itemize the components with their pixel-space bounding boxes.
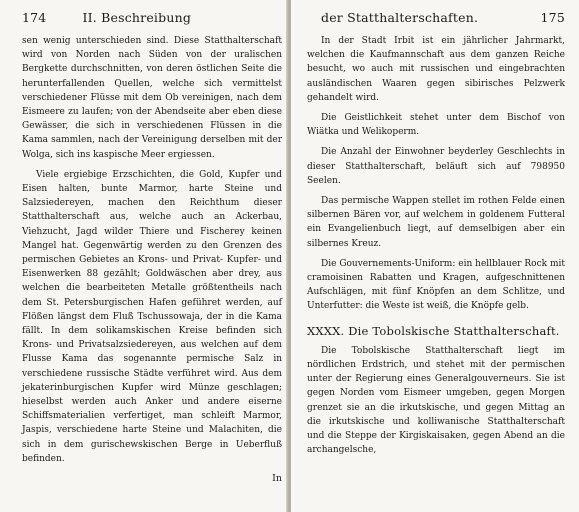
right-running-head [307, 10, 565, 28]
paragraph: Das permische Wappen stellet im rothen Felde einen silbernen Bären vor, auf welchem in goldenem Futteral ein Evangelienbuch liegt, auf demselbigen aber ein silbernes Kreuz. [307, 196, 565, 249]
catchword: In [272, 473, 282, 485]
running-head-title-left: II. Beschreibung [82, 10, 192, 25]
paragraph: Viele ergiebige Erzschichten, die Gold, Kupfer und Eisen halten, bunte Marmor, harte Steine und Salzsiedereyen, machen den Reichthum dieser Statthalterschaft aus, welche auch an Ackerbau, Viehzucht, Jagd wilder Thiere und Fischerey keinen Mangel hat. Gegenwärtig werden zu den Grenzen des permischen Gebietes an Krons- und Privat- Kupfer- und Eisenwerken 88 gezählt; Goldwäschen aber drey, aus welchen die bearbeiteten Metalle größtentheils nach dem St. Petersburgischen Hafen geführet werden, auf Flößen längst dem Fluß Tschussowaja, der in die Kama fällt. In dem solikamskischen Kreise befinden sich Krons- und Privatsalzsiedereyen, aus welchen auf dem Flusse Kama das sogenannte permische Salz in verschiedene russische Städte verführet wird. Aus dem jekaterinburgischen Kupfer wird Münze geschlagen; hieselbst werden auch Anker und andere eiserne Schiffsmaterialien verfertiget, man schleift Marmor, Jaspis, verschiedene harte Steine und Malachiten, die sich in dem gurischewskischen Berge in Ueberfluß befinden. [22, 169, 282, 464]
left-running-head [22, 10, 282, 28]
section-heading: XXXX. Die Tobolskische Statthalterschaft. [307, 323, 560, 338]
page-number-left: 174 [22, 10, 47, 25]
paragraph: Die Tobolskische Statthalterschaft liegt im nördlichen Erdstrich, und stehet mit der permischen unter der Regierung eines Generalgouverneurs. Sie ist gegen Norden vom Eismeer umgeben, gegen Morgen grenzet sie an die irkutskische, und gegen Mittag an die irkutskische und kolliwanische Statthalterschaft und die Steppe der Kirgiskaisaken, gegen Abend an die archangelsche, [307, 345, 565, 456]
left-body-text [22, 34, 282, 486]
left-page [0, 0, 288, 512]
page-number-right: 175 [540, 10, 565, 25]
right-page [291, 0, 579, 512]
paragraph: In der Stadt Irbit ist ein jährlicher Jahrmarkt, welchen die Kaufmannschaft aus dem ganzen Reiche besucht, wo auch mit russischen und eingebrachten ausländischen Waaren gegen sibirisches Pelzwerk gehandelt wird. [307, 36, 565, 103]
paragraph: Die Geistlichkeit stehet unter dem Bischof von Wiätka und Welikoperm. [307, 113, 565, 138]
running-head-title-right: der Statthalterschaften. [321, 10, 479, 25]
paragraph: Die Gouvernements-Uniform: ein hellblauer Rock mit cramoisinen Rabatten und Kragen, aufgeschnittenen Aufschlägen, mit fünf Knöpfen an dem Schlitze, und Unterfutter: die Weste ist weiß, die Knöpfe gelb. [307, 258, 565, 312]
right-body-text [307, 34, 565, 457]
paragraph: sen wenig unterschieden sind. Diese Statthalterschaft wird von Norden nach Süden von der uralischen Bergkette durchschnitten, von deren östlichen Seite die herunterfallenden Quellen, welche sich vermittelst verschiedener Flüsse mit dem Ob vereinigen, nach dem Eismeere zu laufen; von der Abendseite aber eben diese Gewässer, die sich in verschiedenen Flüssen in die Kama sammlen, nach der Vereinigung derselben mit der Wolga, sich ins kaspische Meer ergiessen. [22, 36, 282, 160]
paragraph: Die Anzahl der Einwohner beyderley Geschlechts in dieser Statthalterschaft, beläuft sich auf 798950 Seelen. [307, 147, 565, 186]
